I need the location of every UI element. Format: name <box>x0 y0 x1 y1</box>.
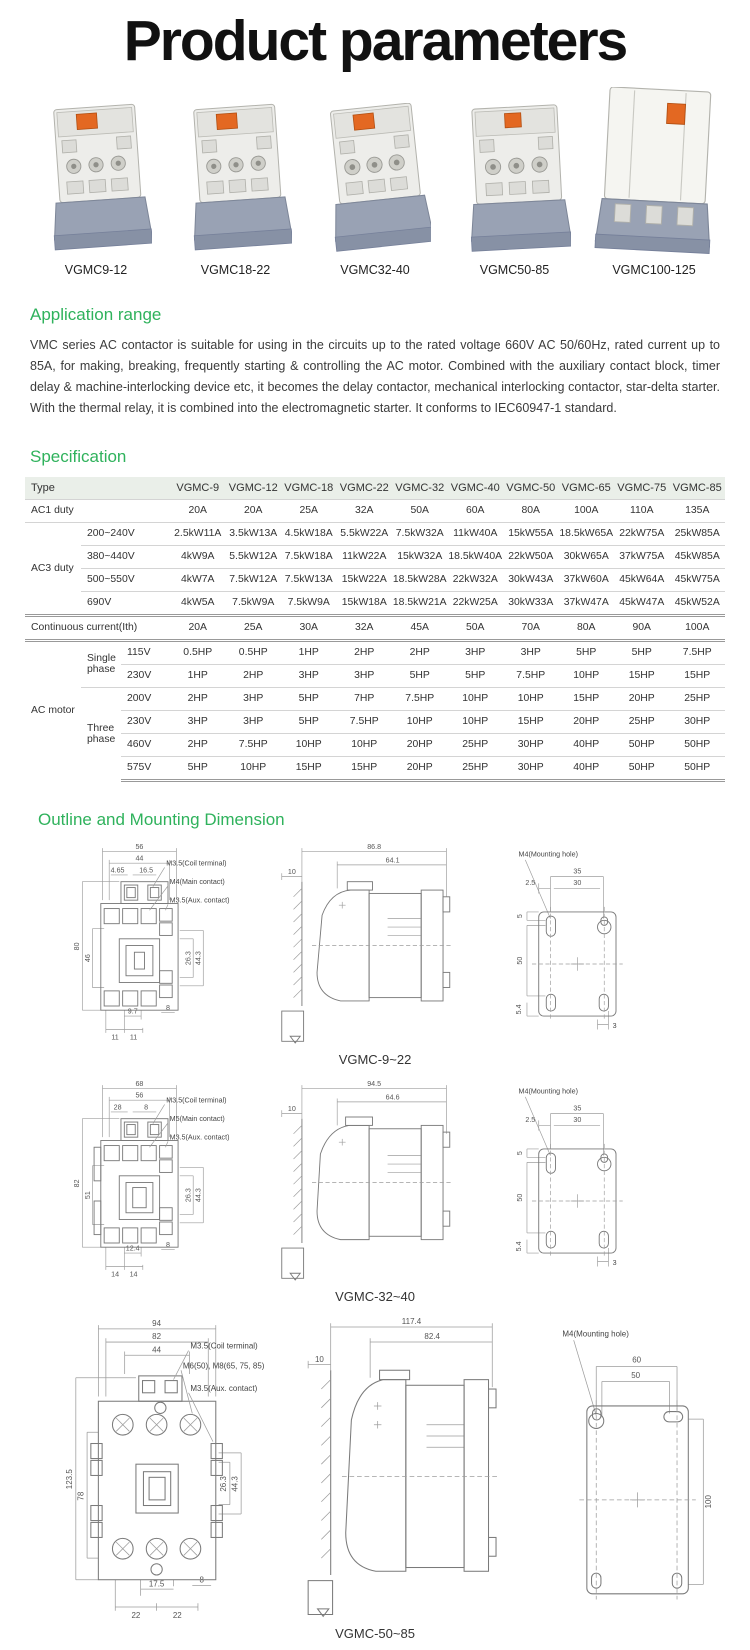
spec-cell: 15HP <box>670 664 726 687</box>
dim-label: 3 <box>612 1258 617 1267</box>
spec-cell: 15kW55A <box>503 522 559 545</box>
drawing-caption: VGMC-9~22 <box>338 1051 412 1067</box>
callout-label: M3.5(Aux. contact) <box>190 1383 258 1393</box>
callout-label: M4(Main contact) <box>169 877 225 886</box>
col-header-model: VGMC-75 <box>614 477 670 500</box>
spec-cell: 70A <box>503 615 559 640</box>
col-header-model: VGMC-18 <box>281 477 337 500</box>
contactor-photo <box>459 103 571 255</box>
phase-label: Single phase <box>81 640 121 687</box>
dim-label: 44 <box>152 1345 162 1355</box>
spec-cell: 10HP <box>448 687 504 710</box>
dim-label: 28 <box>113 1103 122 1112</box>
product-label: VGMC18-22 <box>200 262 271 277</box>
drawing-group-vgmc-9-22 <box>0 830 750 1048</box>
table-row <box>25 710 725 733</box>
spec-cell: 15kW18A <box>337 591 393 615</box>
spec-cell: 20HP <box>559 710 615 733</box>
spec-cell: 7.5kW18A <box>281 545 337 568</box>
spec-cell: 25HP <box>448 756 504 780</box>
product-photo-row <box>0 73 750 277</box>
table-row <box>25 522 725 545</box>
col-header-model: VGMC-65 <box>559 477 615 500</box>
spec-cell: 20HP <box>614 687 670 710</box>
side-view-drawing <box>270 838 472 1048</box>
spec-cell: 11kW22A <box>337 545 393 568</box>
spec-cell: 5HP <box>614 640 670 664</box>
spec-cell: 30kW33A <box>503 591 559 615</box>
col-header-model: VGMC-85 <box>670 477 726 500</box>
dim-label: 8 <box>199 1575 204 1585</box>
spec-cell: 15kW32A <box>392 545 448 568</box>
table-row <box>25 687 725 710</box>
spec-cell: 40HP <box>559 756 615 780</box>
application-range-text: VMC series AC contactor is suitable for using in the circuits up to the rated voltage 660V AC 50/60Hz, rated current up to 85A, for making, breaking, frequently starting & controlling the AC motor. Combined with the auxiliary contact block, timer delay & machine-interlocking device etc, it becomes the delay contactor, mechanical interlocking contactor, star-delta starter. With the thermal relay, it is combined into the electromagnetic starter. It conforms to IEC60947-1 standard. <box>30 337 720 415</box>
dim-label: 11 <box>111 1033 119 1042</box>
side-view-drawing <box>270 1075 472 1285</box>
voltage-label: 200V <box>121 687 170 710</box>
spec-cell: 10HP <box>281 733 337 756</box>
spec-cell: 30A <box>281 615 337 640</box>
dim-label: 80 <box>72 942 81 951</box>
spec-cell: 30HP <box>503 756 559 780</box>
front-view-drawing <box>42 1075 252 1285</box>
callout-label: M3.5(Coil terminal) <box>166 1096 227 1105</box>
dim-label: 44 <box>135 854 144 863</box>
table-row <box>25 640 725 664</box>
dim-label: 60 <box>632 1355 642 1365</box>
voltage-label: 575V <box>121 756 170 780</box>
dim-label: 5.4 <box>514 1004 523 1015</box>
table-row <box>25 664 725 687</box>
spec-cell: 10HP <box>559 664 615 687</box>
product-item <box>309 103 441 277</box>
spec-cell: 37kW75A <box>614 545 670 568</box>
spec-cell: 7.5kW9A <box>281 591 337 615</box>
spec-cell: 1HP <box>170 664 226 687</box>
dim-label: 10 <box>314 1354 324 1364</box>
drawing-caption: VGMC-32~40 <box>335 1288 415 1304</box>
spec-cell: 45kW85A <box>670 545 726 568</box>
spec-cell: 4kW5A <box>170 591 226 615</box>
product-item <box>588 87 720 277</box>
callout-label: M5(Main contact) <box>169 1114 225 1123</box>
row-label: AC motor <box>25 640 81 780</box>
outline-heading: Outline and Mounting Dimension <box>38 809 285 829</box>
spec-cell: 25A <box>226 615 282 640</box>
dim-label: 10 <box>287 1104 296 1113</box>
spec-cell: 5HP <box>281 687 337 710</box>
spec-cell: 2HP <box>226 664 282 687</box>
product-label: VGMC100-125 <box>612 262 696 277</box>
dim-label: 2.5 <box>524 878 535 887</box>
callout-label: M3.5(Aux. contact) <box>169 896 230 905</box>
spec-cell: 80A <box>503 499 559 522</box>
spec-cell: 10HP <box>392 710 448 733</box>
voltage-label: 230V <box>121 664 170 687</box>
spec-cell: 7.5kW32A <box>392 522 448 545</box>
dim-label: 82.4 <box>424 1331 440 1341</box>
table-row <box>25 568 725 591</box>
specification-heading: Specification <box>30 446 127 466</box>
spec-cell: 30kW65A <box>559 545 615 568</box>
spec-cell: 5.5kW22A <box>337 522 393 545</box>
spec-cell: 7.5kW9A <box>226 591 282 615</box>
table-row <box>25 733 725 756</box>
table-row <box>25 756 725 780</box>
spec-cell: 32A <box>337 499 393 522</box>
spec-cell: 100A <box>559 499 615 522</box>
row-label: AC1 duty <box>25 499 170 522</box>
spec-cell: 3HP <box>337 664 393 687</box>
dim-label: 5 <box>515 1150 524 1155</box>
spec-cell: 3HP <box>226 687 282 710</box>
spec-cell: 80A <box>559 615 615 640</box>
dim-label: 64.1 <box>385 856 400 865</box>
drawing-group-vgmc-50-85 <box>0 1304 750 1622</box>
spec-cell: 10HP <box>337 733 393 756</box>
mounting-hole-drawing <box>490 1075 658 1285</box>
spec-cell: 2HP <box>170 733 226 756</box>
spec-cell: 5HP <box>170 756 226 780</box>
voltage-label: 230V <box>121 710 170 733</box>
table-row <box>25 591 725 615</box>
spec-cell: 50HP <box>670 733 726 756</box>
spec-cell: 1HP <box>281 640 337 664</box>
spec-cell: 10HP <box>503 687 559 710</box>
spec-cell: 45A <box>392 615 448 640</box>
col-header-model: VGMC-22 <box>337 477 393 500</box>
spec-cell: 90A <box>614 615 670 640</box>
spec-cell: 25A <box>281 499 337 522</box>
callout-label: M6(50), M8(65, 75, 85) <box>182 1361 265 1371</box>
spec-cell: 7HP <box>337 687 393 710</box>
spec-cell: 15HP <box>614 664 670 687</box>
callout-label: M3.5(Coil terminal) <box>166 859 227 868</box>
contactor-photo <box>590 87 718 255</box>
spec-cell: 4kW9A <box>170 545 226 568</box>
table-row <box>25 615 725 640</box>
dim-label: 30 <box>572 878 581 887</box>
product-label: VGMC9-12 <box>64 262 128 277</box>
dim-label: 10 <box>287 867 296 876</box>
spec-cell: 3HP <box>226 710 282 733</box>
product-item <box>170 103 302 277</box>
spec-cell: 50HP <box>614 756 670 780</box>
spec-cell: 7.5HP <box>503 664 559 687</box>
spec-cell: 50HP <box>614 733 670 756</box>
spec-cell: 110A <box>614 499 670 522</box>
dim-label: 35 <box>572 1103 581 1112</box>
col-header-model: VGMC-50 <box>503 477 559 500</box>
spec-cell: 15HP <box>503 710 559 733</box>
contactor-photo <box>319 103 431 255</box>
spec-cell: 22kW75A <box>614 522 670 545</box>
dim-label: 4.65 <box>110 866 125 875</box>
phase-label: Three phase <box>81 687 121 780</box>
dim-label: 123.5 <box>65 1468 75 1489</box>
spec-cell: 10HP <box>226 756 282 780</box>
dim-label: 9.7 <box>127 1007 138 1016</box>
spec-cell: 10HP <box>448 710 504 733</box>
dim-label: 82 <box>72 1179 81 1188</box>
spec-cell: 30kW43A <box>503 568 559 591</box>
callout-label: M3.5(Aux. contact) <box>169 1133 230 1142</box>
spec-cell: 20A <box>170 615 226 640</box>
callout-label: M4(Mounting hole) <box>562 1329 630 1339</box>
dim-label: 11 <box>129 1033 138 1042</box>
spec-cell: 5HP <box>559 640 615 664</box>
spec-cell: 30HP <box>503 733 559 756</box>
spec-cell: 5HP <box>448 664 504 687</box>
contactor-photo <box>180 103 292 255</box>
col-header-model: VGMC-32 <box>392 477 448 500</box>
spec-cell: 100A <box>670 615 726 640</box>
spec-cell: 7.5HP <box>337 710 393 733</box>
voltage-label: 690V <box>81 591 170 615</box>
spec-cell: 20HP <box>392 733 448 756</box>
spec-cell: 45kW52A <box>670 591 726 615</box>
spec-cell: 37kW47A <box>559 591 615 615</box>
col-header-model: VGMC-12 <box>226 477 282 500</box>
side-view-drawing <box>295 1312 520 1622</box>
spec-cell: 2HP <box>392 640 448 664</box>
voltage-label: 460V <box>121 733 170 756</box>
dim-label: 26.3 <box>184 1187 193 1202</box>
dim-label: 56 <box>135 1091 144 1100</box>
spec-cell: 22kW32A <box>448 568 504 591</box>
spec-cell: 7.5HP <box>226 733 282 756</box>
spec-cell: 11kW40A <box>448 522 504 545</box>
spec-cell: 4.5kW18A <box>281 522 337 545</box>
spec-cell: 5HP <box>281 710 337 733</box>
spec-cell: 50A <box>448 615 504 640</box>
dim-label: 14 <box>111 1270 120 1279</box>
spec-cell: 22kW25A <box>448 591 504 615</box>
spec-cell: 2HP <box>170 687 226 710</box>
dim-label: 94.5 <box>367 1079 382 1088</box>
dim-label: 22 <box>131 1610 141 1620</box>
spec-cell: 3.5kW13A <box>226 522 282 545</box>
spec-cell: 3HP <box>281 664 337 687</box>
dim-label: 44.3 <box>194 950 203 965</box>
spec-cell: 15kW22A <box>337 568 393 591</box>
product-item <box>449 103 581 277</box>
spec-cell: 7.5kW13A <box>281 568 337 591</box>
callout-label: M4(Mounting hole) <box>518 1087 578 1096</box>
dim-label: 17.5 <box>148 1578 165 1588</box>
specification-table <box>25 477 725 782</box>
spec-cell: 37kW60A <box>559 568 615 591</box>
application-range-heading: Application range <box>30 304 162 324</box>
spec-cell: 15HP <box>281 756 337 780</box>
spec-cell: 25HP <box>670 687 726 710</box>
spec-cell: 18.5kW21A <box>392 591 448 615</box>
dim-label: 26.3 <box>184 950 193 965</box>
spec-cell: 3HP <box>170 710 226 733</box>
spec-cell: 18.5kW40A <box>448 545 504 568</box>
dim-label: 8 <box>144 1103 149 1112</box>
mounting-hole-drawing <box>538 1312 726 1622</box>
spec-cell: 4kW7A <box>170 568 226 591</box>
spec-cell: 18.5kW65A <box>559 522 615 545</box>
spec-cell: 40HP <box>559 733 615 756</box>
dim-label: 100 <box>704 1494 714 1509</box>
spec-cell: 25kW85A <box>670 522 726 545</box>
dim-label: 16.5 <box>139 866 154 875</box>
dim-label: 56 <box>135 842 144 851</box>
dim-label: 78 <box>76 1491 86 1501</box>
dim-label: 5.4 <box>514 1241 523 1252</box>
spec-cell: 3HP <box>448 640 504 664</box>
spec-cell: 45kW47A <box>614 591 670 615</box>
spec-cell: 0.5HP <box>170 640 226 664</box>
spec-cell: 45kW75A <box>670 568 726 591</box>
dim-label: 22 <box>172 1610 182 1620</box>
col-header-type: Type <box>25 477 170 500</box>
dim-label: 8 <box>166 1003 170 1012</box>
spec-cell: 30HP <box>670 710 726 733</box>
spec-cell: 0.5HP <box>226 640 282 664</box>
table-row <box>25 499 725 522</box>
product-label: VGMC50-85 <box>479 262 550 277</box>
dim-label: 82 <box>152 1331 162 1341</box>
dim-label: 46 <box>83 953 92 962</box>
spec-cell: 50HP <box>670 756 726 780</box>
spec-cell: 7.5HP <box>670 640 726 664</box>
voltage-label: 115V <box>121 640 170 664</box>
dim-label: 35 <box>572 866 581 875</box>
callout-label: M4(Mounting hole) <box>518 850 578 859</box>
voltage-label: 200~240V <box>81 522 170 545</box>
spec-cell: 135A <box>670 499 726 522</box>
dim-label: 30 <box>572 1115 581 1124</box>
product-label: VGMC32-40 <box>340 262 410 277</box>
row-label: Continuous current(Ith) <box>25 615 170 640</box>
product-item <box>30 103 162 277</box>
spec-cell: 45kW64A <box>614 568 670 591</box>
spec-cell: 5HP <box>392 664 448 687</box>
front-view-drawing <box>42 1312 277 1622</box>
drawing-caption: VGMC-50~85 <box>335 1625 415 1641</box>
dim-label: 64.6 <box>385 1093 400 1102</box>
mounting-hole-drawing <box>490 838 658 1048</box>
spec-cell: 7.5kW12A <box>226 568 282 591</box>
spec-cell: 20A <box>170 499 226 522</box>
dim-label: 50 <box>631 1370 641 1380</box>
col-header-model: VGMC-40 <box>448 477 504 500</box>
spec-cell: 15HP <box>559 687 615 710</box>
spec-cell: 2.5kW11A <box>170 522 226 545</box>
spec-cell: 25HP <box>614 710 670 733</box>
dim-label: 26.3 <box>219 1475 229 1492</box>
table-header-row <box>25 477 725 500</box>
dim-label: 94 <box>152 1318 162 1328</box>
dim-label: 117.4 <box>401 1316 422 1326</box>
dim-label: 3 <box>612 1021 617 1030</box>
spec-cell: 60A <box>448 499 504 522</box>
drawing-group-vgmc-32-40 <box>0 1067 750 1285</box>
table-row <box>25 545 725 568</box>
callout-label: M3.5(Coil terminal) <box>190 1341 258 1351</box>
spec-cell: 50A <box>392 499 448 522</box>
spec-cell: 32A <box>337 615 393 640</box>
spec-cell: 7.5HP <box>392 687 448 710</box>
spec-cell: 22kW50A <box>503 545 559 568</box>
page-title: Product parameters <box>123 9 627 73</box>
voltage-label: 380~440V <box>81 545 170 568</box>
contactor-photo <box>40 103 152 255</box>
spec-cell: 15HP <box>337 756 393 780</box>
dim-label: 44.3 <box>230 1475 240 1492</box>
spec-cell: 5.5kW12A <box>226 545 282 568</box>
dim-label: 44.3 <box>194 1187 203 1202</box>
dim-label: 8 <box>166 1240 170 1249</box>
dim-label: 51 <box>83 1190 92 1199</box>
front-view-drawing <box>42 838 252 1048</box>
col-header-model: VGMC-9 <box>170 477 226 500</box>
spec-cell: 20HP <box>392 756 448 780</box>
dim-label: 12.4 <box>125 1244 140 1253</box>
spec-cell: 3HP <box>503 640 559 664</box>
dim-label: 14 <box>129 1270 138 1279</box>
dim-label: 68 <box>135 1079 144 1088</box>
spec-cell: 2HP <box>337 640 393 664</box>
dim-label: 5 <box>515 913 524 918</box>
spec-cell: 25HP <box>448 733 504 756</box>
dim-label: 50 <box>515 1193 524 1202</box>
spec-cell: 20A <box>226 499 282 522</box>
dim-label: 50 <box>515 956 524 965</box>
spec-cell: 18.5kW28A <box>392 568 448 591</box>
voltage-label: 500~550V <box>81 568 170 591</box>
dim-label: 2.5 <box>524 1115 535 1124</box>
row-label: AC3 duty <box>25 522 81 615</box>
dim-label: 86.8 <box>367 842 382 851</box>
